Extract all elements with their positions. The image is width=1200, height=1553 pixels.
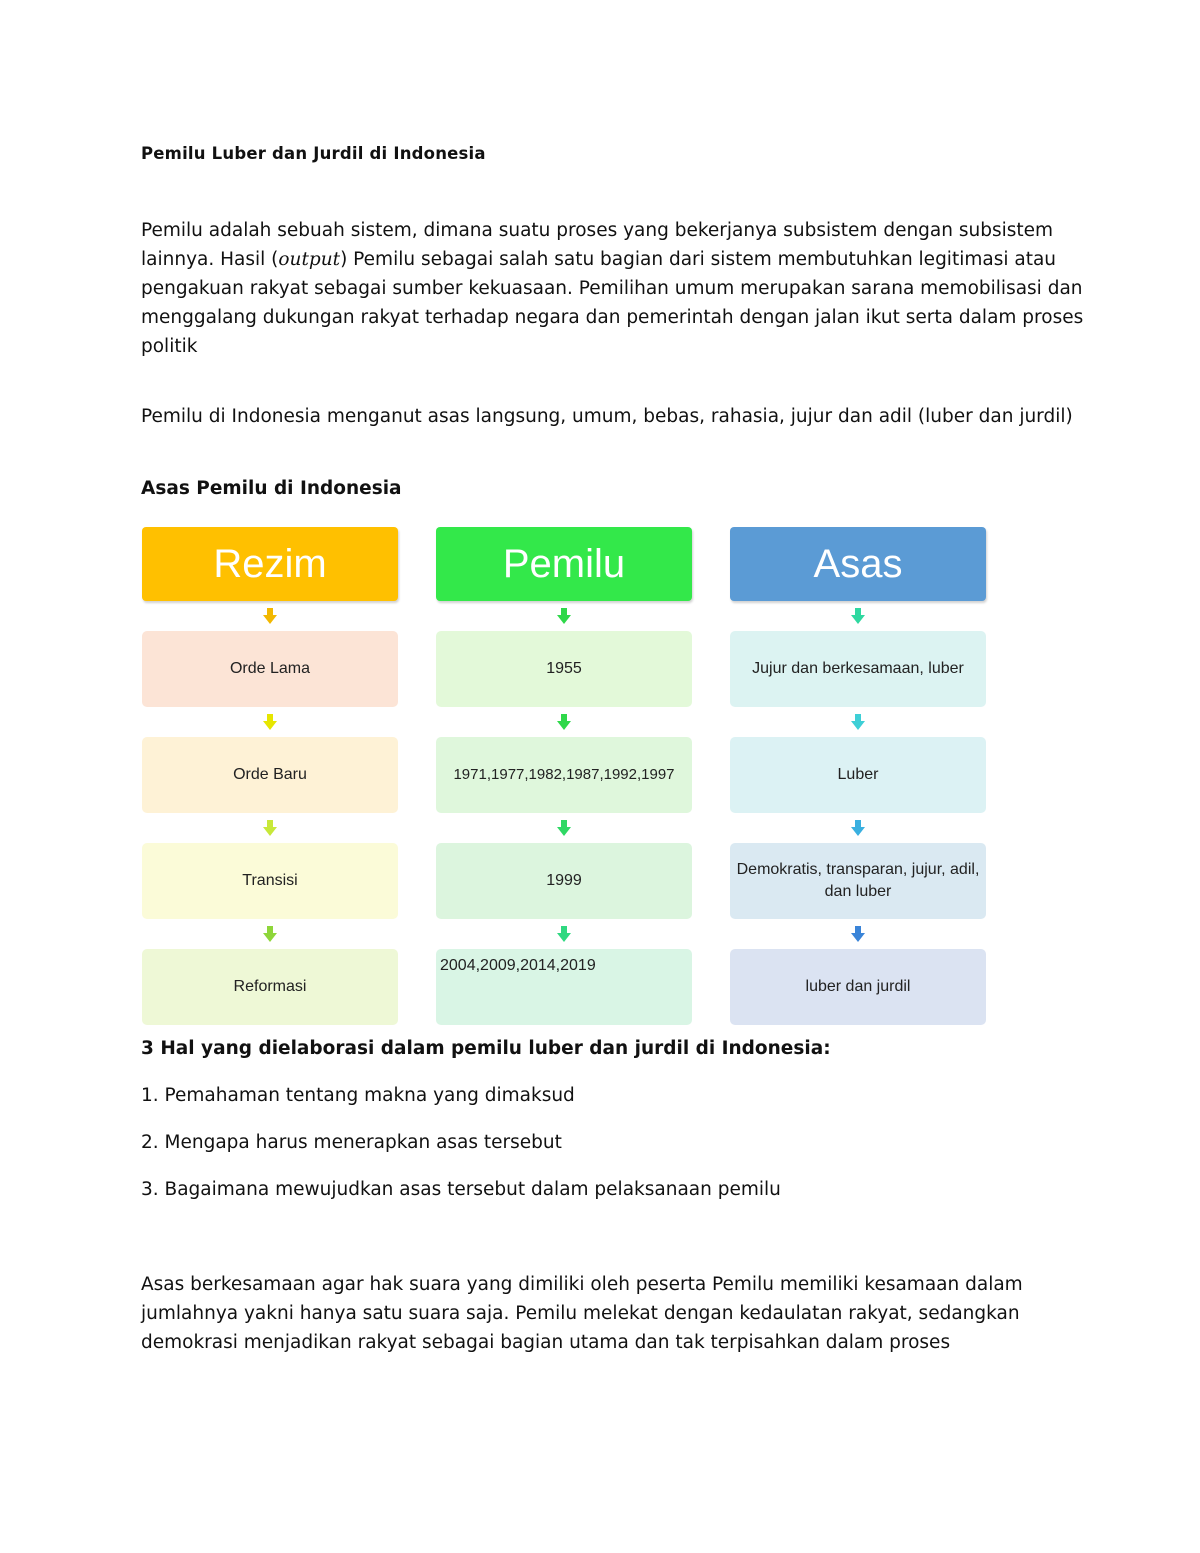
down-arrow-icon	[436, 601, 692, 631]
down-arrow-icon	[436, 919, 692, 949]
rezim-item-orde-baru: Orde Baru	[142, 737, 398, 813]
paragraph-berkesamaan: Asas berkesamaan agar hak suara yang dimiliki oleh peserta Pemilu memiliki kesamaan dalam jumlahnya yakni hanya satu suara saja. Pemilu melekat dengan kedaulatan rakyat, sedangkan demokrasi menjadikan rakyat sebagai bagian utama dan tak terpisahkan dalam proses	[141, 1274, 1023, 1353]
asas-item-jujur-berkesamaan: Jujur dan berkesamaan, luber	[730, 631, 986, 707]
down-arrow-icon	[436, 813, 692, 843]
down-arrow-icon	[730, 919, 986, 949]
diagram-column-rezim	[142, 527, 398, 1025]
list-item: 3. Bagaimana mewujudkan asas tersebut dalam pelaksanaan pemilu	[141, 1179, 781, 1200]
diagram-column-asas	[730, 527, 986, 1025]
down-arrow-icon	[730, 707, 986, 737]
pemilu-item-1955: 1955	[436, 631, 692, 707]
down-arrow-icon	[142, 601, 398, 631]
pemilu-item-reformasi-years: 2004,2009,2014,2019	[436, 949, 692, 1025]
pemilu-item-1999: 1999	[436, 843, 692, 919]
document-title: Pemilu Luber dan Jurdil di Indonesia	[141, 144, 486, 163]
paragraph-definition-end: ) Pemilu sebagai salah satu bagian dari sistem membutuhkan legitimasi atau pengakuan rakyat sebagai sumber kekuasaan. Pemilihan umum merupakan sarana memobilisasi dan menggalang dukungan rakyat terhadap negara dan pemerintah dengan jalan ikut serta dalam proses politik	[141, 249, 1084, 357]
down-arrow-icon	[142, 919, 398, 949]
diagram-column-pemilu	[436, 527, 692, 1025]
asas-item-luber-jurdil: luber dan jurdil	[730, 949, 986, 1025]
rezim-item-orde-lama: Orde Lama	[142, 631, 398, 707]
list-item: 2. Mengapa harus menerapkan asas tersebut	[141, 1132, 562, 1153]
column-header-pemilu: Pemilu	[436, 527, 692, 601]
paragraph-definition	[141, 216, 1101, 361]
column-header-rezim: Rezim	[142, 527, 398, 601]
paragraph-asas: Pemilu di Indonesia menganut asas langsung, umum, bebas, rahasia, jujur dan adil (luber dan jurdil)	[141, 406, 1073, 427]
column-header-asas: Asas	[730, 527, 986, 601]
pemilu-item-orde-baru-years: 1971,1977,1982,1987,1992,1997	[436, 737, 692, 813]
down-arrow-icon	[142, 707, 398, 737]
heading-tiga-hal: 3 Hal yang dielaborasi dalam pemilu luber dan jurdil di Indonesia:	[141, 1038, 831, 1059]
asas-item-luber: Luber	[730, 737, 986, 813]
rezim-item-reformasi: Reformasi	[142, 949, 398, 1025]
heading-asas-pemilu: Asas Pemilu di Indonesia	[141, 478, 402, 499]
down-arrow-icon	[436, 707, 692, 737]
rezim-item-transisi: Transisi	[142, 843, 398, 919]
list-item: 1. Pemahaman tentang makna yang dimaksud	[141, 1085, 575, 1106]
down-arrow-icon	[730, 813, 986, 843]
down-arrow-icon	[730, 601, 986, 631]
asas-item-demokratis: Demokratis, transparan, jujur, adil, dan luber	[730, 843, 986, 919]
paragraph-definition-italic: output	[278, 249, 341, 270]
paragraph-definition-start: Pemilu adalah sebuah sistem, dimana suatu proses yang bekerjanya subsistem dengan subsistem lainnya. Hasil (	[141, 220, 1054, 270]
down-arrow-icon	[142, 813, 398, 843]
